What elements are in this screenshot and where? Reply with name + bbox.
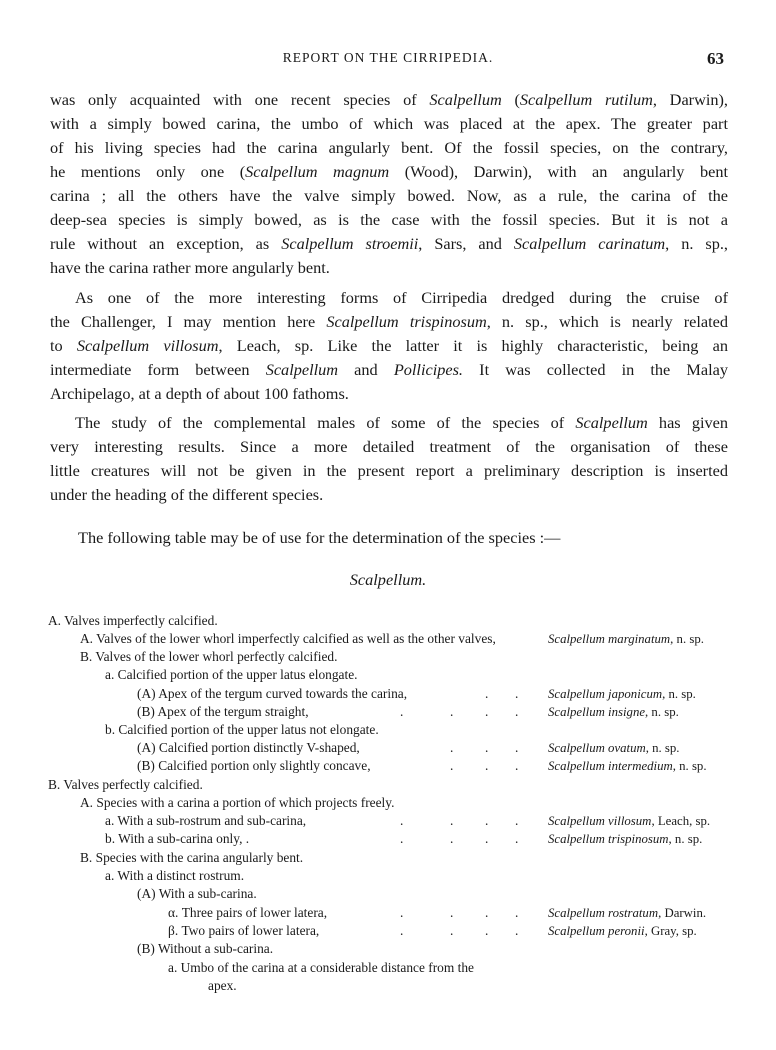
key-text: (B) Without a sub-carina. — [137, 941, 274, 956]
text-run: with a simply bowed carina, the umbo of which was placed at the apex. The greater part — [50, 114, 728, 133]
leader-dot: . — [400, 923, 404, 938]
text-run: very interesting results. Since a more detailed treatment of the organisation of these — [50, 437, 728, 456]
text-run: , Sars, and — [418, 234, 514, 253]
leader-dot: . — [485, 813, 489, 828]
text-line — [50, 358, 728, 382]
key-text: (A) Apex of the tergum curved towards the carina, — [137, 686, 408, 701]
key-text: A. Species with a carina a portion of which projects freely. — [80, 795, 395, 810]
text-run: Archipelago, at a depth of about 100 fathoms. — [50, 384, 349, 403]
leader-dot: . — [515, 740, 519, 755]
key-text: B. Species with the carina angularly bent. — [80, 850, 304, 865]
species-binomial: Scalpellum ovatum — [548, 741, 646, 755]
leader-dot: . — [515, 831, 519, 846]
text-run: of his living species had the carina angularly bent. Of the fossil species, on the contrary, — [50, 138, 728, 157]
text-run: intermediate form between — [50, 360, 266, 379]
text-run: was only acquainted with one recent species of — [50, 90, 430, 109]
table-title: Scalpellum. — [349, 570, 427, 589]
species-binomial: Scalpellum marginatum — [548, 632, 671, 646]
species-name — [548, 739, 680, 757]
text-line — [50, 160, 728, 184]
text-line — [50, 112, 728, 136]
leader-dot: . — [485, 905, 489, 920]
key-text: B. Valves of the lower whorl perfectly calcified. — [80, 649, 338, 664]
key-text: β. Two pairs of lower latera, — [168, 923, 320, 938]
text-line — [50, 459, 728, 483]
table-row — [0, 739, 776, 757]
key-text: α. Three pairs of lower latera, — [168, 905, 328, 920]
species-binomial: Scalpellum insigne — [548, 705, 646, 719]
text-run: , Leach, sp. Like the latter it is highly characteristic, being an — [218, 336, 728, 355]
species-authority: , n. sp. — [672, 759, 707, 773]
leader-dot: . — [450, 813, 454, 828]
species-binomial: Scalpellum japonicum — [548, 687, 663, 701]
species-authority: , Leach, sp. — [651, 814, 711, 828]
table-row — [0, 830, 776, 848]
leader-dot: . — [450, 704, 454, 719]
species-name — [548, 922, 697, 940]
table-row — [0, 612, 776, 630]
leader-dot: . — [515, 923, 519, 938]
leader-dot: . — [450, 740, 454, 755]
leader-dot: . — [515, 905, 519, 920]
table-row — [0, 959, 776, 977]
page-number: 63 — [707, 49, 724, 68]
leader-dot: . — [400, 905, 404, 920]
table-row — [0, 794, 776, 812]
table-row — [0, 885, 776, 903]
italic-taxon-name: Scalpellum — [575, 413, 648, 432]
species-name — [548, 904, 706, 922]
key-text: a. Calcified portion of the upper latus elongate. — [105, 667, 358, 682]
table-row — [0, 867, 776, 885]
leader-dot: . — [485, 704, 489, 719]
italic-taxon-name: Scalpellum stroemii — [281, 234, 419, 253]
text-run: As one of the more interesting forms of Cirripedia dredged during the cruise of — [75, 288, 728, 307]
species-name — [548, 812, 710, 830]
text-run: rule without an exception, as — [50, 234, 282, 253]
key-text: A. Valves imperfectly calcified. — [48, 613, 218, 628]
text-line — [50, 334, 728, 358]
text-run: have the carina rather more angularly bent. — [50, 258, 330, 277]
key-text: a. Umbo of the carina at a considerable distance from the — [168, 960, 474, 975]
text-run: he mentions only one ( — [50, 162, 246, 181]
species-authority: , n. sp. — [668, 832, 703, 846]
table-row — [0, 849, 776, 867]
species-binomial: Scalpellum peronii — [548, 924, 645, 938]
key-text: a. With a sub-rostrum and sub-carina, — [105, 813, 307, 828]
species-binomial: Scalpellum villosum — [548, 814, 652, 828]
leader-dot: . — [450, 831, 454, 846]
table-row — [0, 630, 776, 648]
species-authority: , n. sp. — [645, 705, 679, 719]
table-row — [0, 648, 776, 666]
key-text: a. With a distinct rostrum. — [105, 868, 245, 883]
paragraph-2 — [50, 286, 728, 406]
text-run: ( — [501, 90, 520, 109]
text-run: deep-sea species is simply bowed, as is the case with the fossil species. But it is not a — [50, 210, 728, 229]
leader-dot: . — [400, 831, 404, 846]
italic-taxon-name: Scalpellum magnum — [245, 162, 390, 181]
table-row — [0, 940, 776, 958]
text-run: (Wood), Darwin), with an angularly bent — [389, 162, 729, 181]
leader-dot: . — [450, 758, 454, 773]
text-run: , Darwin), — [652, 90, 729, 109]
text-run: little creatures will not be given in the present report a preliminary description is inserted — [50, 461, 728, 480]
leader-dot: . — [400, 813, 404, 828]
text-line — [50, 208, 728, 232]
text-run: It was collected in the Malay — [463, 360, 729, 379]
species-name — [548, 630, 704, 648]
key-text: apex. — [208, 978, 237, 993]
table-row — [0, 685, 776, 703]
italic-taxon-name: Scalpellum carinatum — [513, 234, 666, 253]
species-name — [548, 685, 696, 703]
text-run: under the heading of the different species. — [50, 485, 324, 504]
text-run: has given — [647, 413, 728, 432]
key-text: B. Valves perfectly calcified. — [48, 777, 203, 792]
italic-taxon-name: Pollicipes. — [393, 360, 464, 379]
species-authority: , Darwin. — [658, 906, 707, 920]
leader-dot: . — [515, 704, 519, 719]
text-line — [50, 435, 728, 459]
species-authority: , n. sp. — [662, 687, 696, 701]
table-intro-text: The following table may be of use for the determination of the species :— — [78, 528, 561, 547]
text-run: , n. sp., — [665, 234, 728, 253]
table-row — [0, 812, 776, 830]
text-run: the Challenger, I may mention here — [50, 312, 327, 331]
text-line — [50, 411, 728, 435]
text-line — [50, 232, 728, 256]
text-run: The study of the complemental males of some of the species of — [75, 413, 576, 432]
leader-dot: . — [485, 740, 489, 755]
italic-taxon-name: Scalpellum rutilum — [519, 90, 653, 109]
species-authority: , Gray, sp. — [644, 924, 697, 938]
key-text: b. With a sub-carina only, . — [105, 831, 250, 846]
leader-dot: . — [450, 905, 454, 920]
table-row — [0, 776, 776, 794]
leader-dot: . — [450, 923, 454, 938]
leader-dot: . — [515, 758, 519, 773]
running-title: REPORT ON THE CIRRIPEDIA. — [282, 50, 494, 65]
text-line — [50, 256, 728, 280]
leader-dot: . — [485, 831, 489, 846]
table-row — [0, 904, 776, 922]
text-line — [50, 483, 728, 507]
leader-dot: . — [485, 686, 489, 701]
species-name — [548, 830, 702, 848]
leader-dot: . — [485, 923, 489, 938]
text-line — [50, 88, 728, 112]
table-row — [0, 666, 776, 684]
table-row — [0, 721, 776, 739]
leader-dot: . — [515, 686, 519, 701]
text-run: carina ; all the others have the valve simply bowed. Now, as a rule, the carina of the — [50, 186, 728, 205]
text-line — [50, 136, 728, 160]
text-run: , n. sp., which is nearly related — [486, 312, 729, 331]
leader-dot: . — [515, 813, 519, 828]
key-text: b. Calcified portion of the upper latus not elongate. — [105, 722, 379, 737]
species-authority: , n. sp. — [645, 741, 680, 755]
paragraph-3 — [50, 411, 728, 507]
species-binomial: Scalpellum trispinosum — [548, 832, 669, 846]
text-line — [50, 286, 728, 310]
leader-dot: . — [400, 704, 404, 719]
key-text: (A) With a sub-carina. — [137, 886, 257, 901]
table-row — [0, 703, 776, 721]
table-row — [0, 757, 776, 775]
paragraph-1 — [50, 88, 728, 280]
key-text: (B) Apex of the tergum straight, — [137, 704, 309, 719]
species-binomial: Scalpellum intermedium — [548, 759, 673, 773]
table-row — [0, 977, 776, 995]
italic-taxon-name: Scalpellum — [265, 360, 339, 379]
species-name — [548, 757, 707, 775]
leader-dot: . — [485, 758, 489, 773]
text-run: and — [338, 360, 394, 379]
italic-taxon-name: Scalpellum villosum — [76, 336, 219, 355]
italic-taxon-name: Scalpellum — [429, 90, 502, 109]
species-name — [548, 703, 679, 721]
text-line — [50, 184, 728, 208]
text-line — [50, 382, 728, 406]
text-run: to — [50, 336, 77, 355]
text-line — [50, 310, 728, 334]
table-row — [0, 922, 776, 940]
key-text: A. Valves of the lower whorl imperfectly calcified as well as the other valves, — [80, 631, 496, 646]
key-text: (A) Calcified portion distinctly V-shaped, — [137, 740, 360, 755]
italic-taxon-name: Scalpellum trispinosum — [326, 312, 487, 331]
key-text: (B) Calcified portion only slightly concave, — [137, 758, 371, 773]
species-authority: , n. sp. — [670, 632, 704, 646]
species-binomial: Scalpellum rostratum — [548, 906, 659, 920]
